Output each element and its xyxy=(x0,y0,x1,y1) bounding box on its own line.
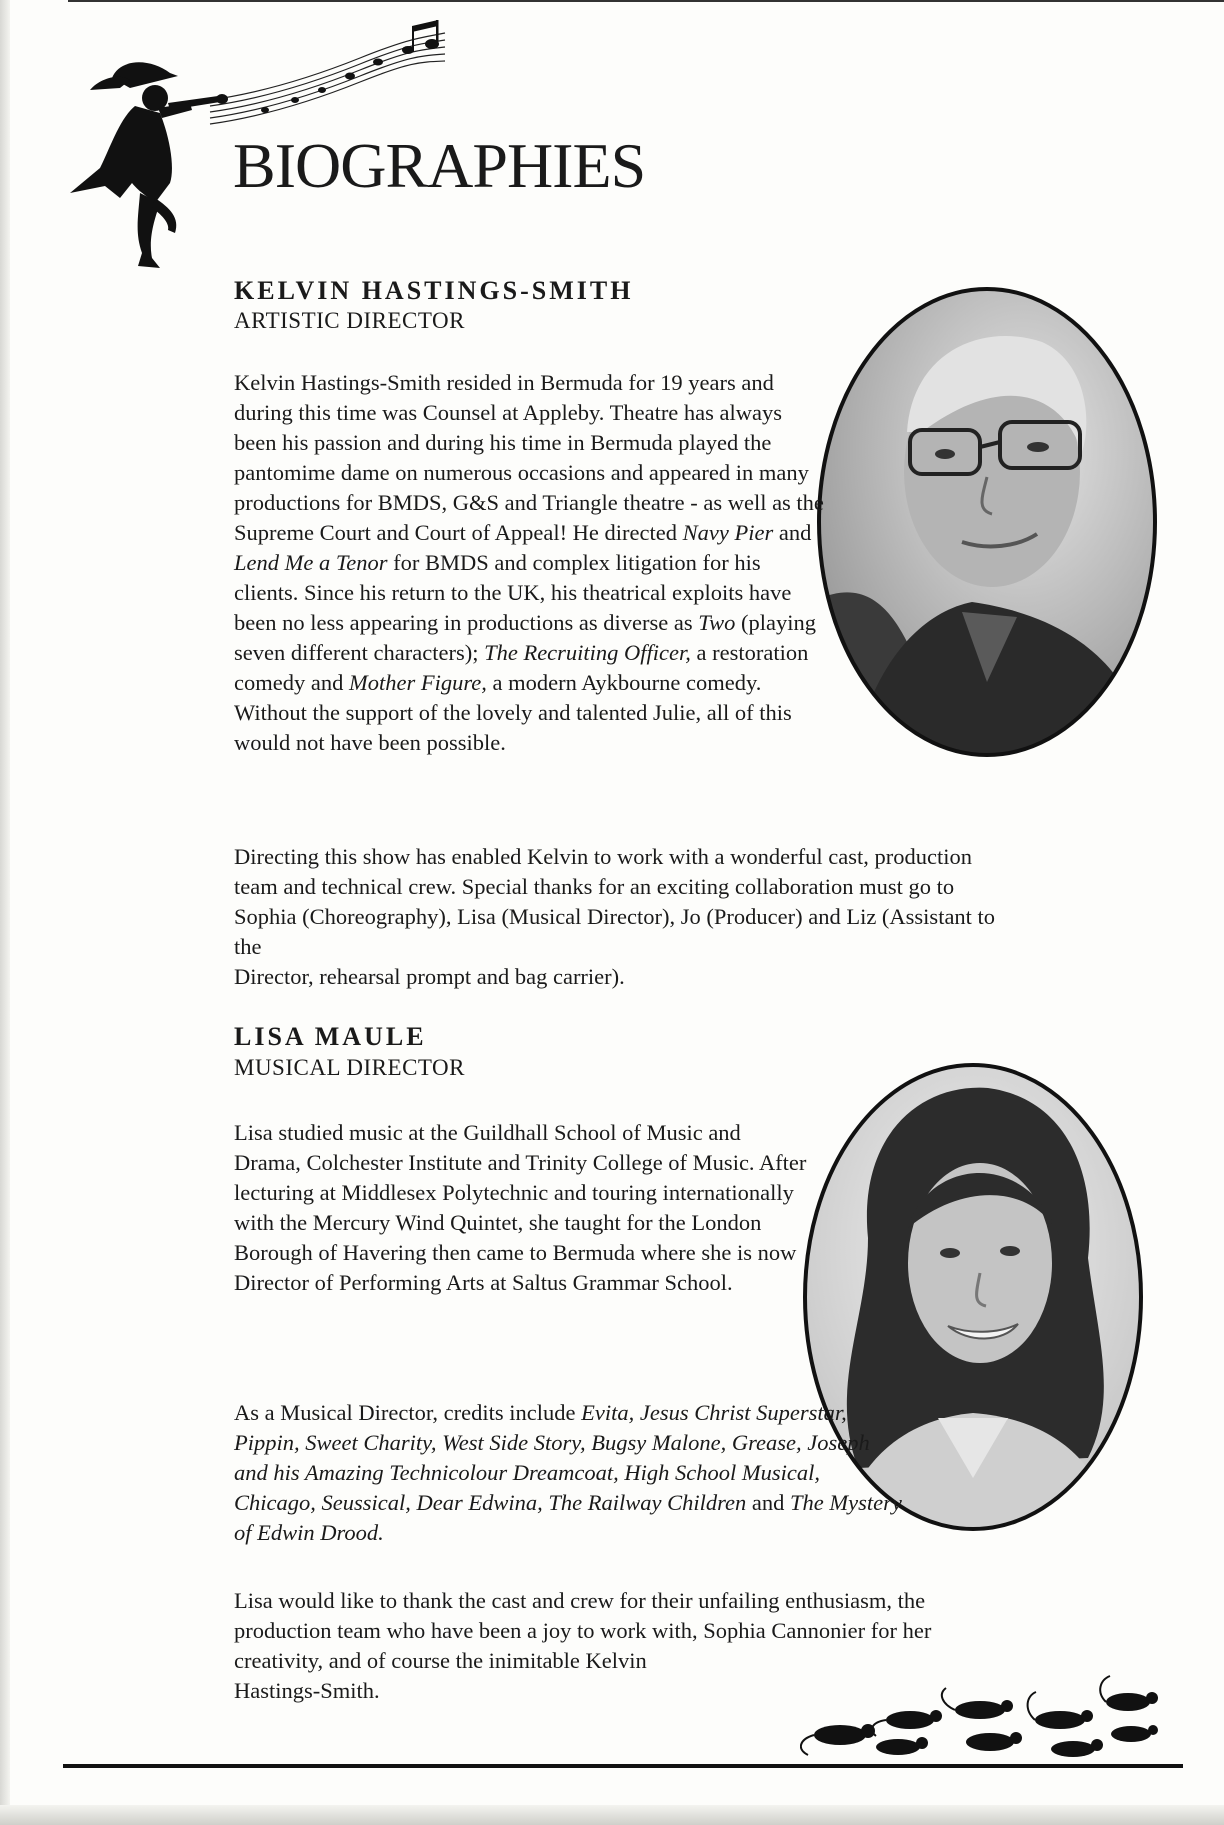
kelvin-portrait-photo xyxy=(812,282,1162,762)
bio-lisa-paragraph-1: Lisa studied music at the Guildhall School of Music and Drama, Colchester Institute and Trinity College of Music. After lecturing at Middlesex Polytechnic and touring internationally with the Mercury Wind Quintet, she taught for the London Borough of Havering then came to Bermuda where she is now Director of Performing Arts at Saltus Grammar School. xyxy=(234,1120,807,1295)
page-edge-shadow xyxy=(0,0,10,1825)
bio-name-lisa: LISA MAULE xyxy=(234,1022,427,1051)
bio-kelvin-paragraph-1: Kelvin Hastings-Smith resided in Bermuda for 19 years and during this time was Counsel at Appleby. Theatre has always been his passion and during his time in Bermuda played the pantomime dame on numerous occasions and appeared in many productions for BMDS, G&S and Triangle theatre - as well as the Supreme Court and Court of Appeal! He directed Navy Pier and Lend Me a Tenor for BMDS and complex litigation for his clients. Since his return to the UK, his theatrical exploits have been no less appearing in productions as diverse as Two (playing seven different characters); The Recruiting Officer, a restoration comedy and Mother Figure, a modern Aykbourne comedy. Without the support of the lovely and talented Julie, all of this would not have been possible. xyxy=(234,370,824,755)
bio-kelvin-paragraph-2: Directing this show has enabled Kelvin to work with a wonderful cast, production team and technical crew. Special thanks for an exciting collaboration must go to Sophia (Choreography), Lisa (Musical Director), Jo (Producer) and Liz (Assistant to the Director, rehearsal prompt and bag carrier). xyxy=(234,844,996,989)
bio-lisa-paragraph-3: Lisa would like to thank the cast and crew for their unfailing enthusiasm, the production team who have been a joy to work with, Sophia Cannonier for her creativity, and of course the inimitable Kelvin Hastings-Smith. xyxy=(234,1588,932,1703)
bottom-rule xyxy=(63,1764,1183,1768)
bio-role-kelvin: ARTISTIC DIRECTOR xyxy=(234,308,465,333)
top-rule xyxy=(68,0,1224,2)
bio-lisa-paragraph-2: As a Musical Director, credits include Evita, Jesus Christ Superstar, Pippin, Sweet Charity, West Side Story, Bugsy Malone, Grease, Joseph and his Amazing Technicolour Dreamcoat, High School Musical, Chicago, Seussical, Dear Edwina, The Railway Children and The Mystery of Edwin Drood. xyxy=(234,1400,902,1545)
page-bottom-edge xyxy=(0,1805,1224,1825)
bio-role-lisa: MUSICAL DIRECTOR xyxy=(234,1055,465,1080)
bio-name-kelvin: KELVIN HASTINGS-SMITH xyxy=(234,276,634,305)
page-title: BIOGRAPHIES xyxy=(233,130,646,201)
rats-silhouette-icon xyxy=(800,1670,1180,1770)
